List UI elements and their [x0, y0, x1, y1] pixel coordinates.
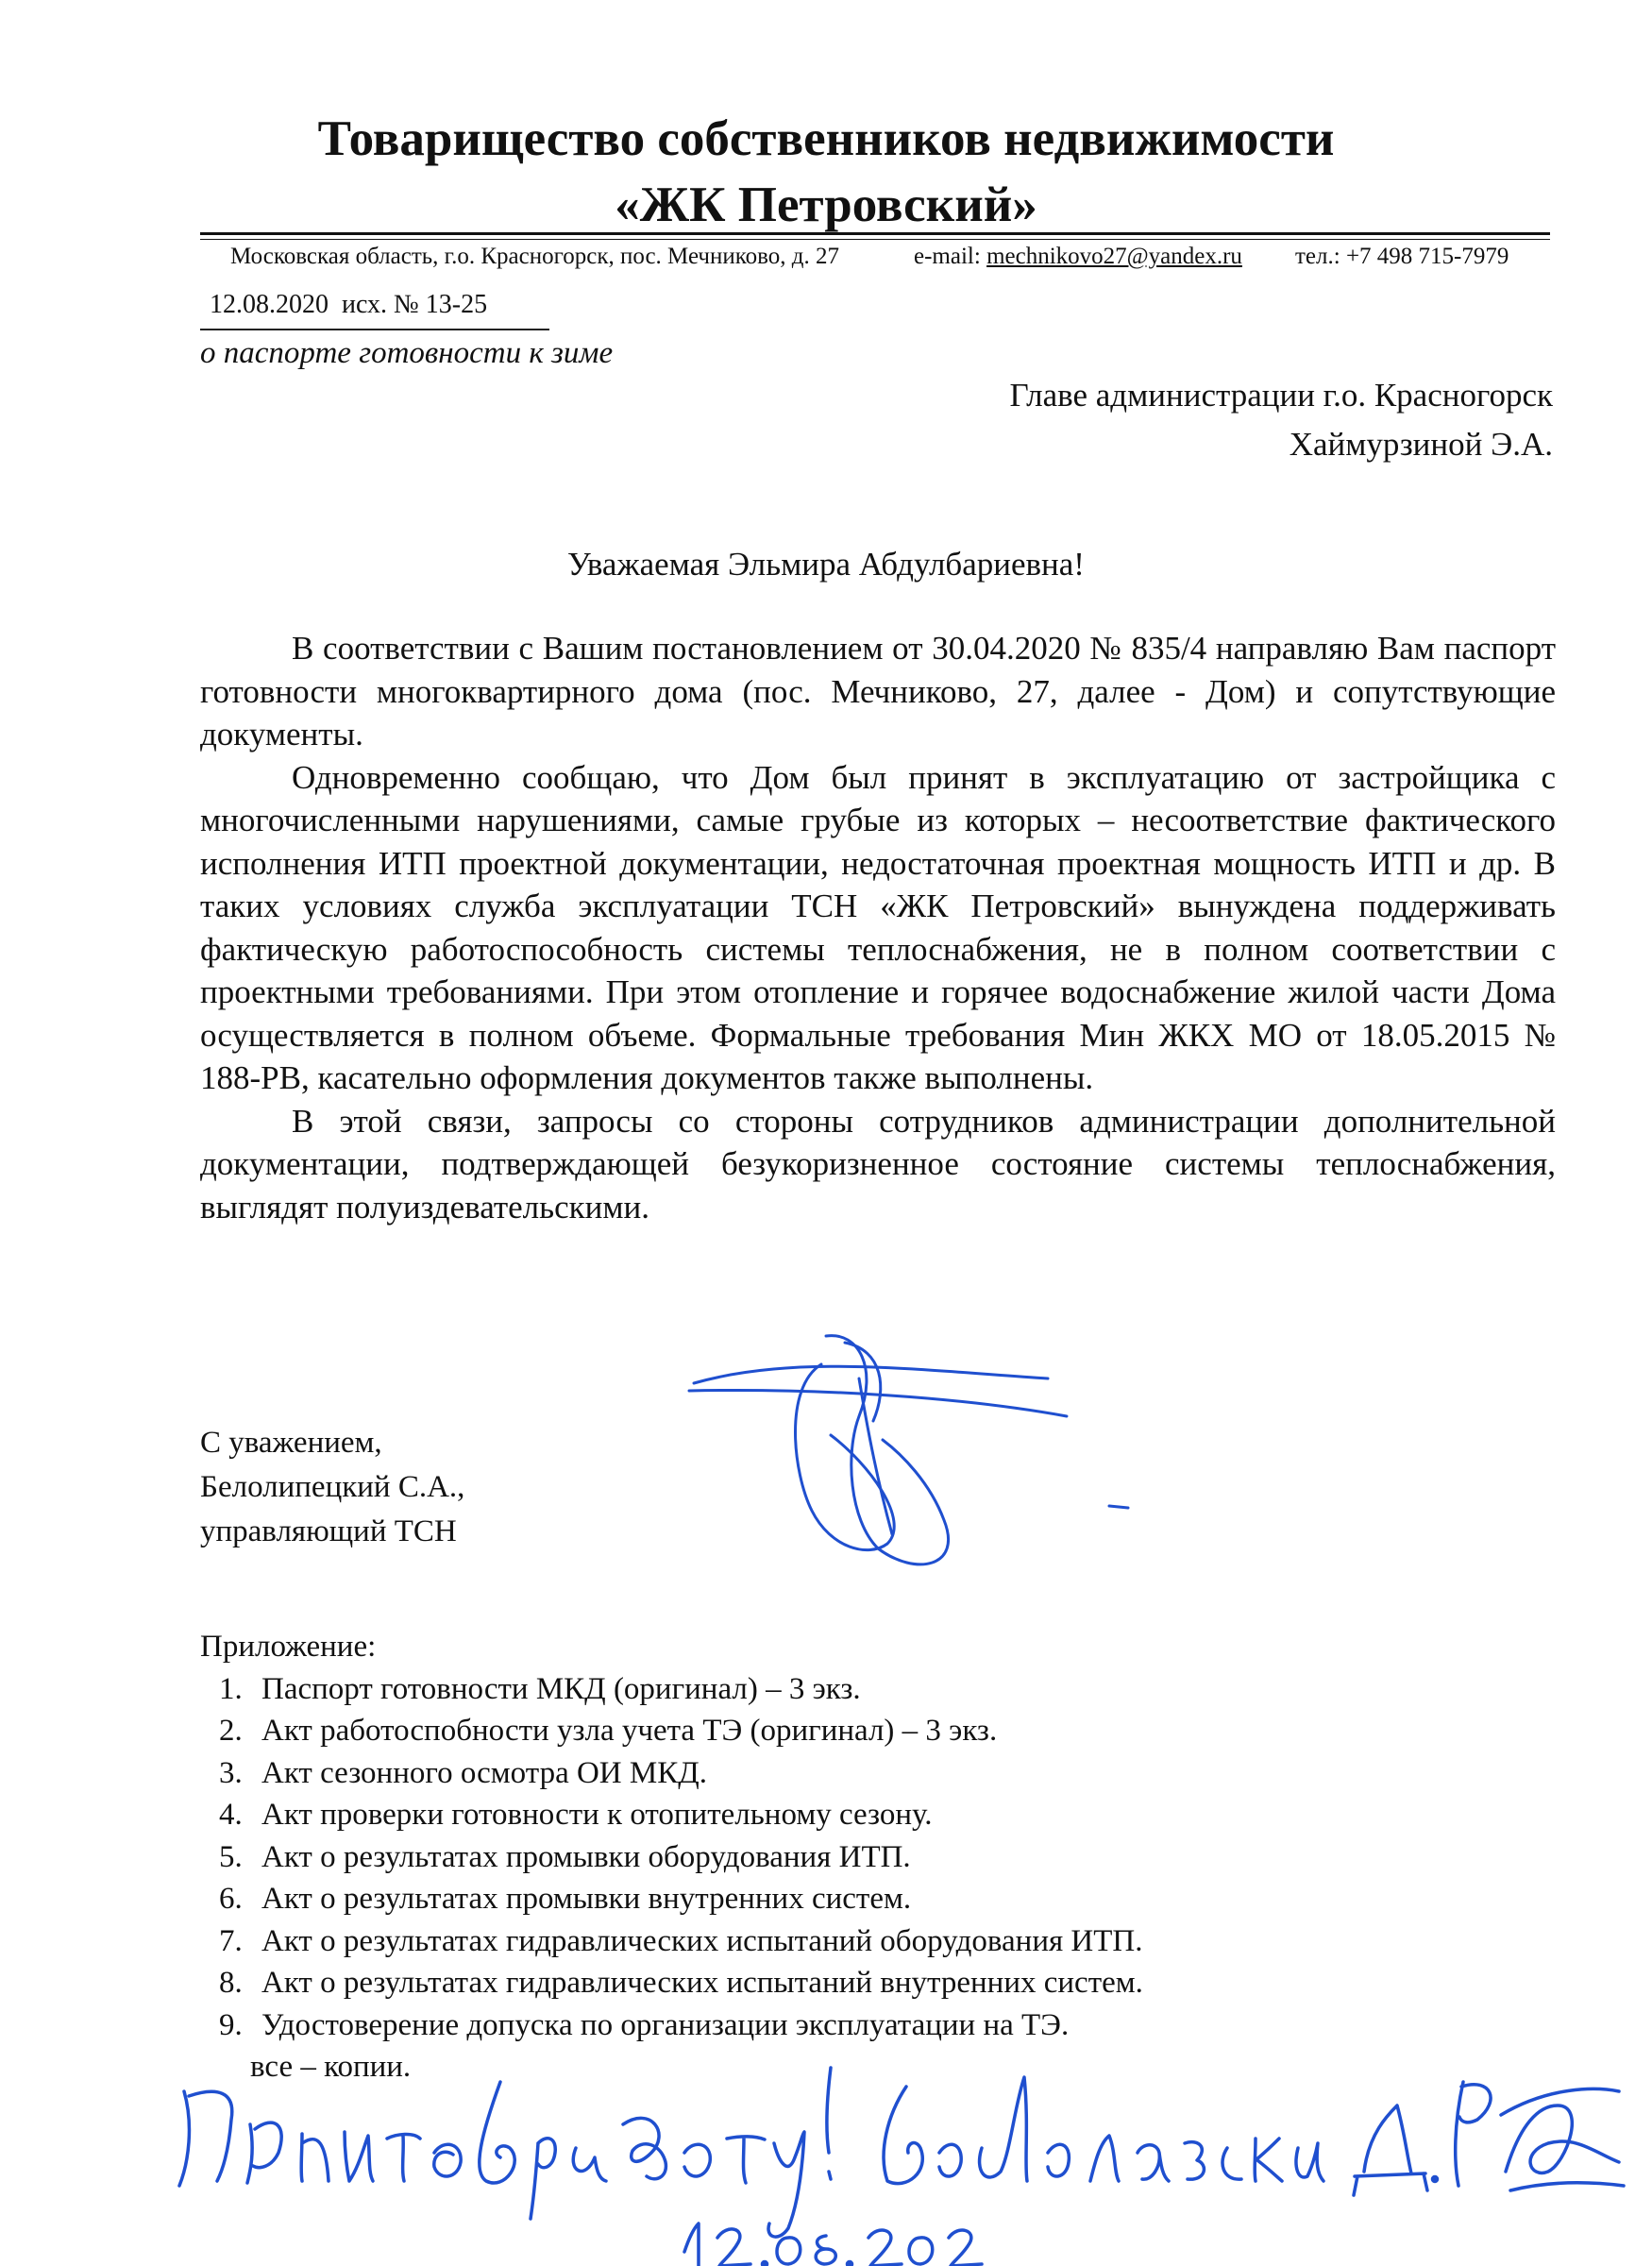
signature-image	[680, 1331, 1171, 1577]
header-rule-thick	[200, 232, 1550, 235]
registration-line	[210, 290, 487, 320]
handwritten-note-image	[160, 2049, 1633, 2266]
appendix-list	[200, 1668, 1143, 2047]
appendix-block	[200, 1626, 1143, 2088]
registration-number: исх. № 13-25	[342, 290, 488, 319]
closing-block	[200, 1421, 464, 1554]
org-address: Московская область, г.о. Красногорск, пос. Мечниково, д. 27	[230, 244, 839, 269]
list-item: 8. Акт о результатах гидравлических испытаний внутренних систем.	[250, 1962, 1143, 2004]
appendix-title: Приложение:	[200, 1630, 377, 1664]
list-item: 3. Акт сезонного осмотра ОИ МКД.	[250, 1752, 1143, 1795]
letter-body	[200, 627, 1556, 1228]
signer-name: Белолипецкий С.А.,	[200, 1470, 465, 1504]
email-label: e-mail:	[914, 244, 981, 269]
appendix-tail: все – копии.	[250, 2050, 412, 2084]
org-phone: тел.: +7 498 715-7979	[1295, 244, 1509, 269]
list-item: 5. Акт о результатах промывки оборудования ИТП.	[250, 1836, 1143, 1879]
addressee-line1: Главе администрации г.о. Красногорск	[1009, 377, 1553, 414]
header-rule-thin	[200, 239, 1550, 240]
letter-subject: о паспорте готовности к зиме	[200, 336, 614, 370]
list-item: 1. Паспорт готовности МКД (оригинал) – 3 экз.	[250, 1668, 1143, 1711]
org-email[interactable]	[914, 244, 1242, 270]
list-item: 7. Акт о результатах гидравлических испытаний оборудования ИТП.	[250, 1920, 1143, 1963]
list-item: 6. Акт о результатах промывки внутренних систем.	[250, 1878, 1143, 1920]
body-paragraph: Одновременно сообщаю, что Дом был принят в эксплуатацию от застройщика с многочисленными нарушениями, самые грубые из которых – несоответствие фактического исполнения ИТП проектной документации, недостаточная проектная мощность ИТП и др. В таких условиях служба эксплуатации ТСН «ЖК Петровский» вынуждена поддерживать фактическую работоспособность системы теплоснабжения, не в полном соответствии с проектными требованиями. При этом отопление и горячее водоснабжение жилой части Дома осуществляется в полном объеме. Формальные требования Мин ЖКХ МО от 18.05.2015 № 188-РВ, касательно оформления документов также выполнены.	[200, 758, 1556, 1096]
registration-rule	[200, 329, 549, 330]
addressee-line2: Хаймурзиной Э.А.	[1289, 426, 1553, 463]
salutation: Уважаемая Эльмира Абдулбариевна!	[567, 546, 1085, 583]
body-paragraph: В соответствии с Вашим постановлением от 30.04.2020 № 835/4 направляю Вам паспорт готовности многоквартирного дома (пос. Мечниково, 27, далее - Дом) и сопутствующие документы.	[200, 630, 1556, 753]
closing-regards: С уважением,	[200, 1426, 382, 1460]
registration-date: 12.08.2020	[210, 290, 329, 319]
email-link[interactable]: mechnikovo27@yandex.ru	[986, 244, 1242, 269]
list-item: 9. Удостоверение допуска по организации эксплуатации на ТЭ.	[250, 2004, 1143, 2047]
list-item: 2. Акт работоспобности узла учета ТЭ (оригинал) – 3 экз.	[250, 1710, 1143, 1752]
body-paragraph: В этой связи, запросы со стороны сотрудников администрации дополнительной документации, подтверждающей безукоризненное состояние системы теплоснабжения, выглядят полуиздевательскими.	[200, 1102, 1556, 1226]
list-item: 4. Акт проверки готовности к отопительному сезону.	[250, 1794, 1143, 1836]
org-name-line1: Товарищество собственников недвижимости	[317, 111, 1335, 166]
signer-position: управляющий ТСН	[200, 1514, 457, 1548]
org-name-line2: «ЖК Петровский»	[615, 178, 1037, 232]
